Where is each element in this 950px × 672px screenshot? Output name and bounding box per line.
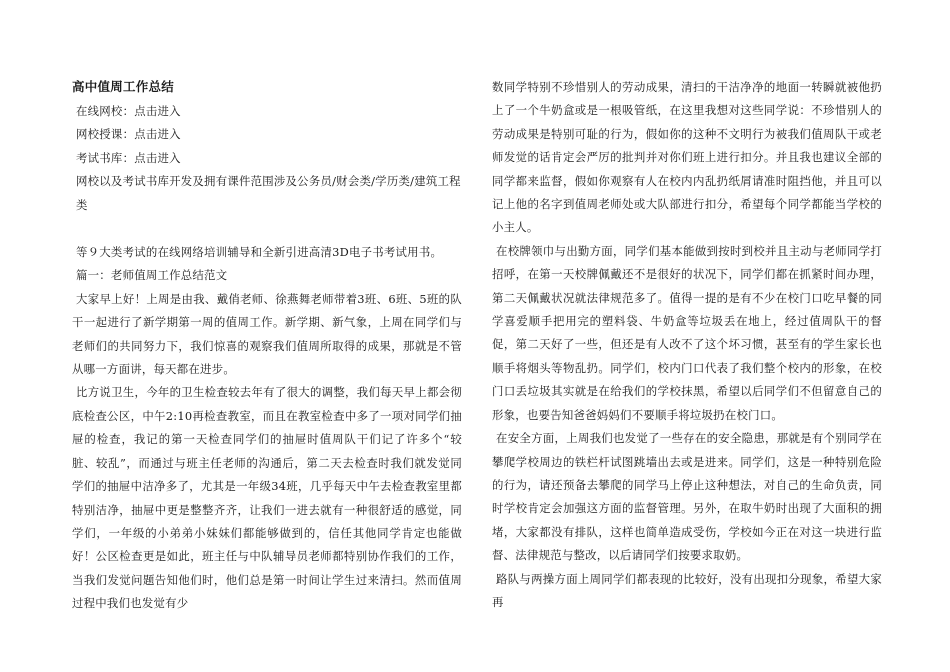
link-school-lectures[interactable]: 网校授课：点击进入 — [76, 127, 181, 142]
left-column — [72, 76, 462, 616]
section-heading: 篇一：老师值周工作总结范文 — [76, 268, 228, 283]
paragraph: 路队与两操方面上周同学们都表现的比较好，没有出现扣分现象，希望大家再 — [492, 571, 882, 609]
paragraph: 比方说卫生，今年的卫生检查较去年有了很大的调整，我们每天早上都会彻底检查公区，中午2:10再检查教室，而且在教室检查中多了一项对同学们抽屉的检查，我记的第一天检查同学们的抽屉时值周队干们记了许多个“较脏、较乱”，而通过与班主任老师的沟通后，第二天去检查时我们就发觉同学们的抽屉中洁净多了，尤其是一年级34班，几乎每天中午去检查教室里都特别洁净，抽屉中更是整整齐齐，让我们一进去就有一种很舒适的感觉，同学们，一年级的小弟弟小妹妹们都能够做到的，信任其他同学肯定也能做好！公区检查更是如此，班主任与中队辅导员老师都特别协作我们的工作，当我们发觉问题告知他们时，他们总是第一时间让学生过来清扫。然而值周过程中我们也发觉有少 — [72, 385, 462, 611]
spacer — [72, 217, 462, 241]
paragraph: 数同学特别不珍惜别人的劳动成果，清扫的干洁净净的地面一转瞬就被他扔上了一个牛奶盒或是一根吸管纸，在这里我想对这些同学说：不珍惜别人的劳动成果是特别可耻的行为，假如你的这种不文明行为被我们值周队干或老师发觉的话肯定会严厉的批判并对你们班上进行扣分。并且我也建议全部的同学都来监督，假如你观察有人在校内内乱扔纸屑请准时阻挡他，并且可以记上他的名字到值周老师处或大队部进行扣分，希望每个同学都能当学校的小主人。 — [492, 80, 882, 235]
paragraph: 大家早上好！上周是由我、戴俏老师、徐燕舞老师带着3班、6班、5班的队干一起进行了新学期第一周的值周工作。新学期、新气象，上周在同学们与老师们的共同努力下，我们惊喜的观察我们值周所取得的成果，那就是不管从哪一方面讲，每天都在进步。 — [72, 291, 462, 377]
course-scope-text: 网校以及考试书库开发及拥有课件范围涉及公务员/财会类/学历类/建筑工程类 — [76, 174, 461, 212]
link-exam-library[interactable]: 考试书库：点击进入 — [76, 150, 181, 165]
paragraph: 等９大类考试的在线网络培训辅导和全新引进高清3D电子书考试用书。 — [76, 245, 443, 260]
document-title: 高中值周工作总结 — [72, 79, 175, 94]
link-online-school[interactable]: 在线网校：点击进入 — [76, 104, 181, 118]
right-column — [492, 76, 882, 614]
paragraph: 在校牌领巾与出勤方面，同学们基本能做到按时到校并且主动与老师同学打招呼，在第一天校牌佩戴还不是很好的状况下，同学们都在抓紧时间办理，第二天佩戴状况就法律规范多了。值得一提的是有不少在校门口吃早餐的同学喜爱顺手把用完的塑料袋、牛奶盒等垃圾丢在地上，经过值周队干的督促，第二天好了一些，但还是有人改不了这个坏习惯，甚至有的学生家长也顺手将烟头等物乱扔。同学们，校内门口代表了我们整个校内的形象，在校门口丢垃圾其实就是在给我们的学校抹黑，希望以后同学们不但留意自己的形象，也要告知爸爸妈妈们不要顺手将垃圾扔在校门口。 — [492, 243, 882, 422]
paragraph: 在安全方面，上周我们也发觉了一些存在的安全隐患，那就是有个别同学在攀爬学校周边的铁栏杆试图跳墙出去或是进来。同学们，这是一种特别危险的行为，请还预备去攀爬的同学马上停止这种想法，对自己的生命负责，同时学校肯定会加强这方面的监督管理。另外，在取牛奶时出现了大面积的拥堵，大家都没有排队，这样也简单造成受伤，学校如今正在对这一块进行监督、法律规范与整改，以后请同学们按要求取奶。 — [492, 431, 882, 563]
